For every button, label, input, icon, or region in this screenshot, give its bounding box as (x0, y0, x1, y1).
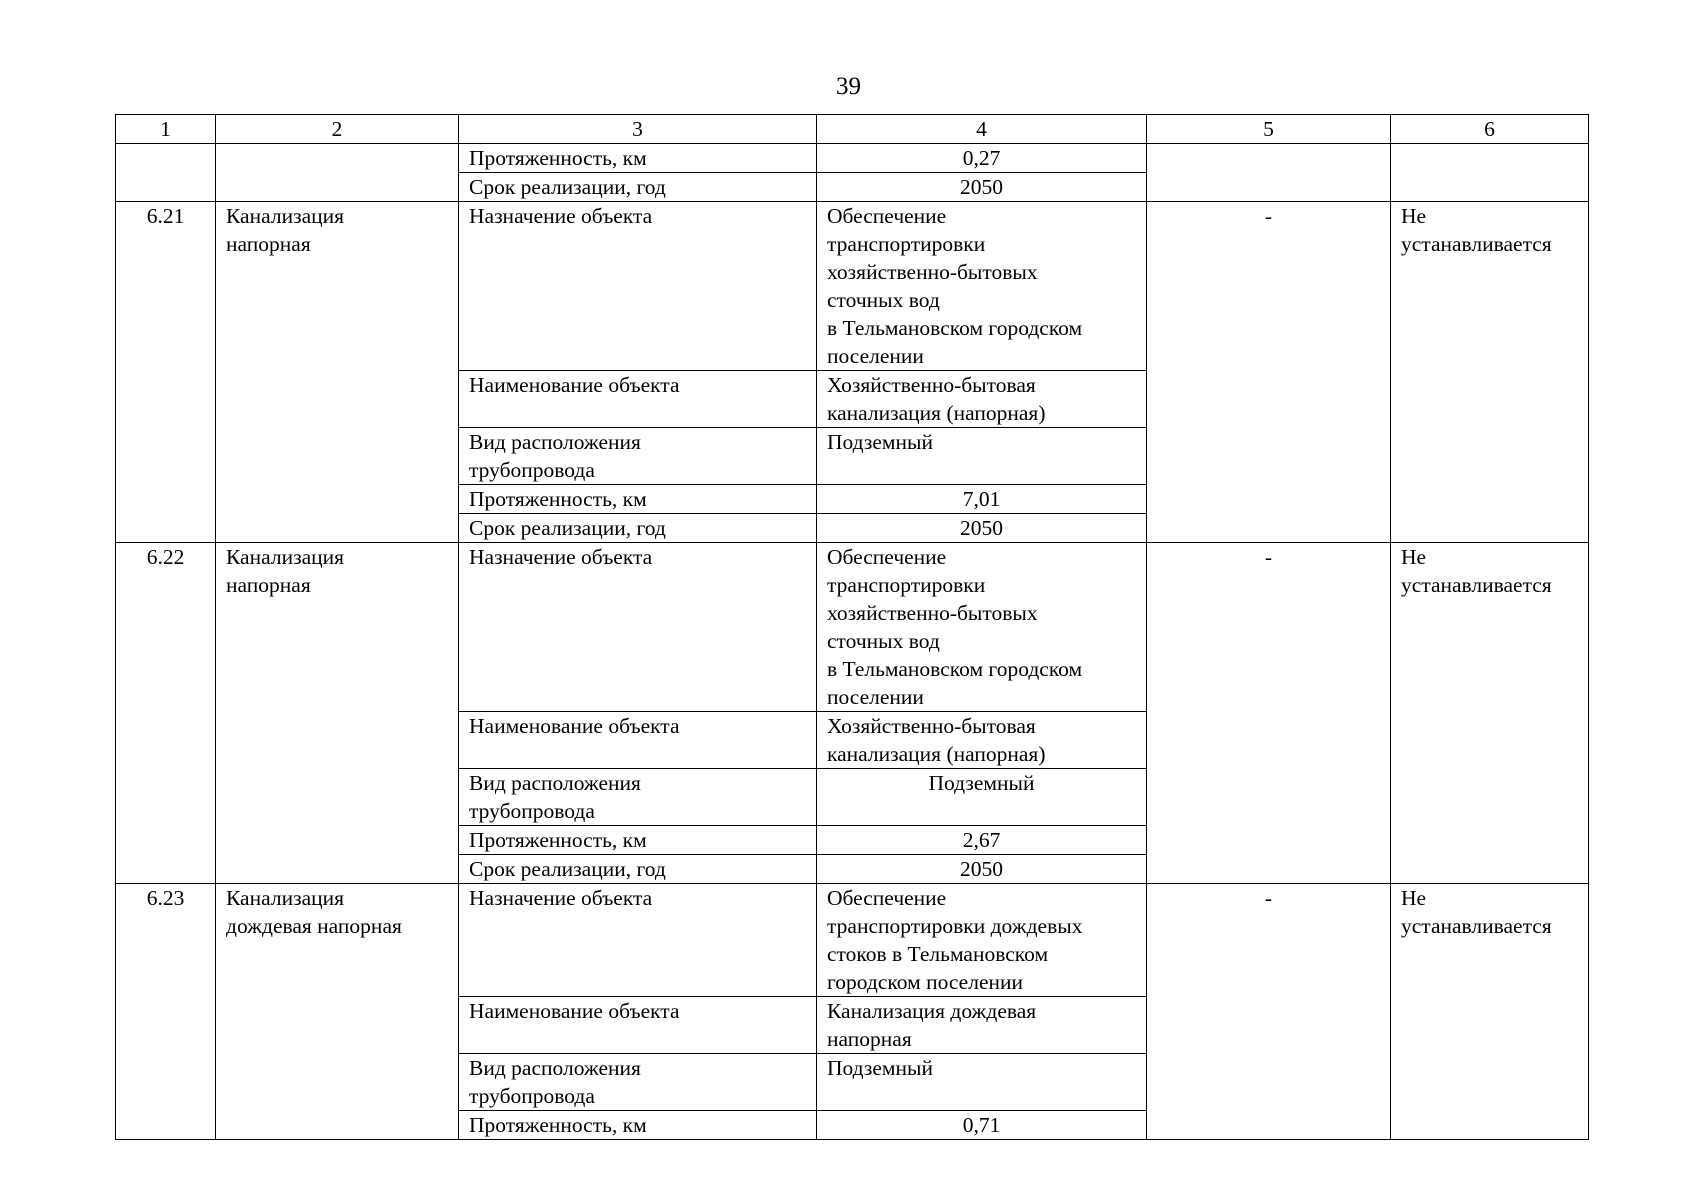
col5-cell: - (1147, 884, 1391, 1140)
param-cell: Протяженность, км (459, 826, 817, 855)
param-cell: Вид расположения трубопровода (459, 1054, 817, 1111)
header-cell: 4 (817, 115, 1147, 144)
value-cell: Подземный (817, 769, 1147, 826)
param-cell: Протяженность, км (459, 144, 817, 173)
header-cell: 6 (1391, 115, 1589, 144)
col5-cell: - (1147, 543, 1391, 884)
num-cell (116, 144, 216, 202)
param-cell: Вид расположения трубопровода (459, 769, 817, 826)
param-cell: Срок реализации, год (459, 514, 817, 543)
value-cell: Канализация дождевая напорная (817, 997, 1147, 1054)
param-cell: Назначение объекта (459, 884, 817, 997)
value-cell: 2050 (817, 855, 1147, 884)
param-cell: Наименование объекта (459, 712, 817, 769)
col5-cell (1147, 144, 1391, 202)
param-cell: Наименование объекта (459, 997, 817, 1054)
value-cell: 2,67 (817, 826, 1147, 855)
value-cell: Обеспечение транспортировки хозяйственно-бытовых сточных вод в Тельмановском городском поселении (817, 202, 1147, 371)
document-table (115, 114, 1589, 1140)
num-cell: 6.23 (116, 884, 216, 1140)
header-cell: 2 (216, 115, 459, 144)
param-cell: Вид расположения трубопровода (459, 428, 817, 485)
value-cell: Хозяйственно-бытовая канализация (напорная) (817, 712, 1147, 769)
value-cell: Хозяйственно-бытовая канализация (напорная) (817, 371, 1147, 428)
header-cell: 5 (1147, 115, 1391, 144)
col6-cell: Не устанавливается (1391, 202, 1589, 543)
value-cell: Обеспечение транспортировки хозяйственно-бытовых сточных вод в Тельмановском городском поселении (817, 543, 1147, 712)
col5-cell: - (1147, 202, 1391, 543)
col6-cell (1391, 144, 1589, 202)
col6-cell: Не устанавливается (1391, 543, 1589, 884)
num-cell: 6.21 (116, 202, 216, 543)
value-cell: Подземный (817, 428, 1147, 485)
header-cell: 1 (116, 115, 216, 144)
param-cell: Наименование объекта (459, 371, 817, 428)
table-row (116, 884, 1589, 997)
name-cell (216, 144, 459, 202)
value-cell: 7,01 (817, 485, 1147, 514)
header-cell: 3 (459, 115, 817, 144)
name-cell: Канализация напорная (216, 202, 459, 543)
param-cell: Срок реализации, год (459, 173, 817, 202)
param-cell: Протяженность, км (459, 1111, 817, 1140)
value-cell: 0,27 (817, 144, 1147, 173)
param-cell: Назначение объекта (459, 202, 817, 371)
param-cell: Назначение объекта (459, 543, 817, 712)
num-cell: 6.22 (116, 543, 216, 884)
value-cell: 0,71 (817, 1111, 1147, 1140)
value-cell: 2050 (817, 173, 1147, 202)
param-cell: Протяженность, км (459, 485, 817, 514)
name-cell: Канализация напорная (216, 543, 459, 884)
table-row (116, 202, 1589, 371)
value-cell: Подземный (817, 1054, 1147, 1111)
name-cell: Канализация дождевая напорная (216, 884, 459, 1140)
value-cell: Обеспечение транспортировки дождевых стоков в Тельмановском городском поселении (817, 884, 1147, 997)
value-cell: 2050 (817, 514, 1147, 543)
table-row (116, 543, 1589, 712)
table-row (116, 144, 1589, 173)
page-number: 39 (836, 73, 861, 100)
col6-cell: Не устанавливается (1391, 884, 1589, 1140)
table-header-row (116, 115, 1589, 144)
param-cell: Срок реализации, год (459, 855, 817, 884)
